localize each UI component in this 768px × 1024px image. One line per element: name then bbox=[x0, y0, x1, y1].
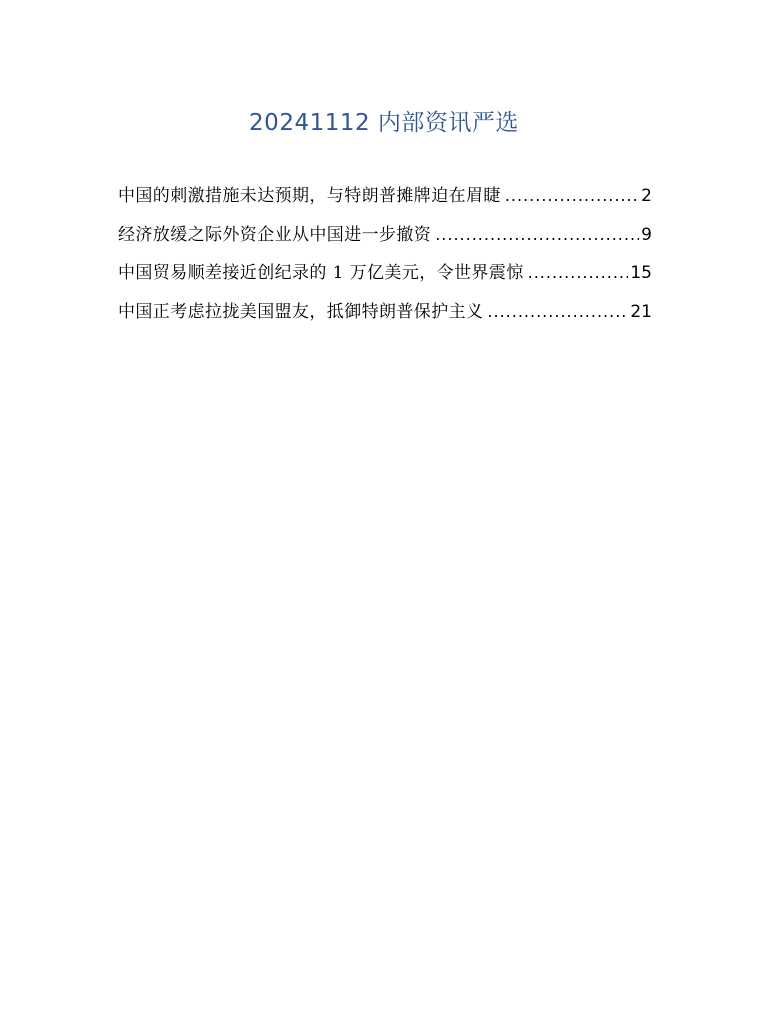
toc-entry-title: 中国贸易顺差接近创纪录的 1 万亿美元，令世界震惊 bbox=[118, 263, 524, 283]
toc-dot-leader bbox=[505, 183, 639, 209]
table-of-contents bbox=[118, 183, 652, 337]
toc-entry-title: 中国正考虑拉拢美国盟友，抵御特朗普保护主义 bbox=[118, 301, 484, 322]
toc-entry-3[interactable] bbox=[118, 260, 652, 299]
toc-entry-2[interactable] bbox=[118, 222, 652, 261]
toc-dot-leader bbox=[435, 222, 639, 248]
toc-page-number: 21 bbox=[630, 301, 652, 322]
toc-page-number: 2 bbox=[641, 186, 652, 206]
toc-entry-title: 中国的刺激措施未达预期，与特朗普摊牌迫在眉睫 bbox=[118, 186, 501, 206]
toc-entry-title: 经济放缓之际外资企业从中国进一步撤资 bbox=[118, 224, 432, 245]
toc-dot-leader bbox=[487, 299, 628, 325]
toc-page-number: 9 bbox=[641, 224, 652, 245]
toc-page-number: 15 bbox=[630, 263, 652, 283]
toc-entry-4[interactable] bbox=[118, 299, 652, 338]
toc-entry-1[interactable] bbox=[118, 183, 652, 222]
toc-dot-leader bbox=[528, 260, 629, 286]
document-title: 20241112 内部资讯严选 bbox=[249, 110, 519, 136]
